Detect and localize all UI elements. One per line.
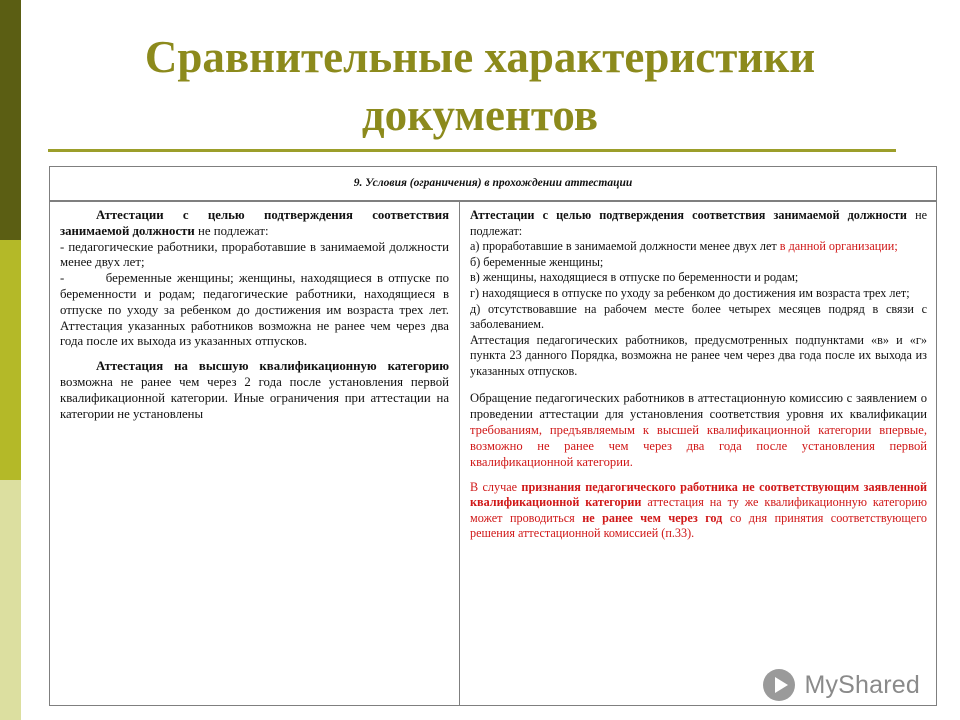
title-underline (48, 149, 896, 152)
left-higher-rest: возможна не ранее чем через 2 года после установления первой квалификационной категории. Иные ограничения при аттестации на категории не установлены (60, 374, 449, 421)
myshared-logo-icon (762, 668, 796, 702)
right-paragraph-nonconformity (470, 480, 927, 542)
right-item-b: б) беременные женщины; (470, 254, 604, 269)
right-item-a-red: в данной организации; (779, 239, 898, 254)
slide-title-line2: документов (361, 90, 599, 140)
spacer (470, 470, 927, 480)
left-item-pregnant: - беременные женщины; женщины, находящиеся в отпуске по беременности и родам; педагогические работники, находящиеся в отпуске по уходу за ребенком до достижения им возраста трех лет. Аттестация указанных работников возможна не ранее чем через два года после их выхода из указанных отпусков. (60, 271, 453, 349)
table-header: 9. Условия (ограничения) в прохождении аттестации (50, 167, 936, 202)
right-nonconformity-b: признания педагогического работника не соответствующим заявленной квалификационной категории (470, 479, 927, 510)
sidebar-accent-top (0, 0, 21, 240)
right-nonconformity-d: не ранее чем через год (582, 510, 723, 525)
left-paragraph-higher-category (60, 359, 449, 422)
right-nonconformity-c: аттестация на ту же квалификационную категорию может проводиться (470, 495, 927, 525)
table-column-left (50, 202, 460, 705)
right-item-g: г) находящиеся в отпуске по уходу за ребенком до достижения им возраста трех лет; (470, 285, 910, 300)
right-item-a (470, 239, 927, 255)
left-item-teachers: - педагогические работники, проработавшие в занимаемой должности менее двух лет; (60, 239, 449, 270)
sidebar-accent-bottom (0, 480, 21, 720)
right-intro-rest: не подлежат: (470, 208, 927, 238)
watermark (762, 668, 920, 702)
right-nonconformity-e: со дня принятия соответствующего решения аттестационной комиссией (п.33). (470, 510, 927, 541)
sidebar-accent-middle (0, 240, 21, 480)
right-item-a-text: а) проработавшие в занимаемой должности менее двух лет (470, 239, 780, 254)
right-paragraph-application (470, 390, 927, 470)
left-higher-bold: Аттестация на высшую квалификационную категорию (96, 359, 449, 374)
comparison-table (49, 166, 937, 706)
slide-title (40, 28, 920, 144)
spacer (60, 350, 449, 359)
right-paragraph-intro (470, 208, 927, 239)
right-application-text: Обращение педагогических работников в аттестационную комиссию с заявлением о проведении аттестации для установления соответствия уровня их квалификации (470, 390, 927, 421)
left-intro-bold: Аттестации с целью подтверждения соответствия занимаемой должности (60, 208, 449, 238)
right-item-d: д) отсутствовавшие на рабочем месте более четырех месяцев подряд в связи с заболеванием. (470, 301, 927, 332)
right-application-red: требованиям, предъявляемым к высшей квалификационной категории впервые, возможно не ранее чем через два года после установления первой квалификационной категории. (470, 422, 927, 469)
spacer (470, 380, 927, 390)
left-paragraph-intro (60, 208, 449, 240)
slide-title-line1: Сравнительные характеристики (144, 32, 816, 82)
table-column-right (461, 202, 936, 705)
right-nonconformity-a: В случае (470, 479, 522, 494)
right-item-v: в) женщины, находящиеся в отпуске по беременности и родам; (470, 270, 799, 285)
right-intro-bold: Аттестации с целью подтверждения соответствия занимаемой должности (470, 208, 907, 222)
watermark-text: MyShared (804, 670, 920, 699)
right-paragraph-attestation: Аттестация педагогических работников, предусмотренных подпунктами «в» и «г» пункта 23 данного Порядка, возможна не ранее чем через два года после их выхода из указанных отпусков. (470, 332, 927, 378)
left-intro-rest: не подлежат: (194, 223, 269, 238)
